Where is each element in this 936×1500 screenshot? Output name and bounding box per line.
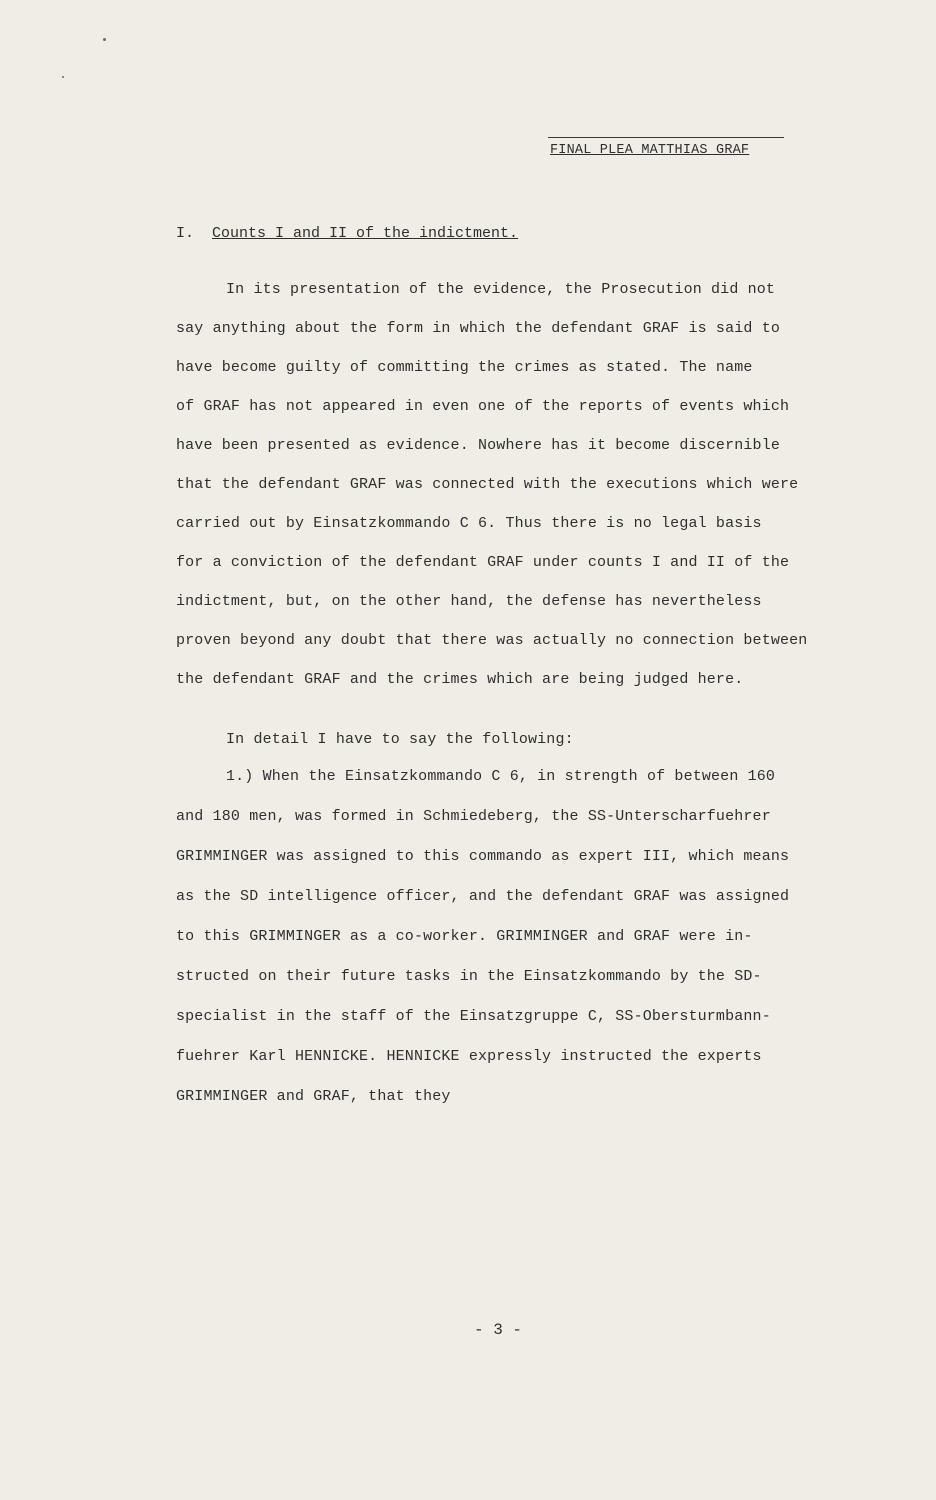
paragraph-line: have become guilty of committing the crimes as stated. The name [176, 359, 753, 376]
paragraph-line: fuehrer Karl HENNICKE. HENNICKE expressly instructed the experts [176, 1048, 762, 1065]
paragraph-line: proven beyond any doubt that there was actually no connection between [176, 632, 808, 649]
section-number: I. [176, 225, 195, 242]
paragraph-line: the defendant GRAF and the crimes which are being judged here. [176, 671, 744, 688]
paragraph-line: indictment, but, on the other hand, the defense has nevertheless [176, 593, 762, 610]
paragraph-line: to this GRIMMINGER as a co-worker. GRIMMINGER and GRAF were in- [176, 928, 753, 945]
paragraph-line: that the defendant GRAF was connected with the executions which were [176, 476, 799, 493]
document-header-title: FINAL PLEA MATTHIAS GRAF [550, 143, 750, 158]
paragraph-line: of GRAF has not appeared in even one of the reports of events which [176, 398, 790, 415]
paragraph-line: carried out by Einsatzkommando C 6. Thus there is no legal basis [176, 515, 762, 532]
paragraph-line: 1.) When the Einsatzkommando C 6, in strength of between 160 [226, 768, 776, 785]
header-rule [548, 137, 784, 138]
section-title: Counts I and II of the indictment. [212, 225, 519, 242]
paper-speck [103, 38, 106, 41]
paragraph-line: as the SD intelligence officer, and the defendant GRAF was assigned [176, 888, 790, 905]
paragraph-line: for a conviction of the defendant GRAF under counts I and II of the [176, 554, 790, 571]
page-number: - 3 - [474, 1321, 523, 1339]
paragraph-line: structed on their future tasks in the Einsatzkommando by the SD- [176, 968, 762, 985]
paper-speck [62, 76, 64, 78]
paragraph-intro: In detail I have to say the following: [226, 731, 574, 748]
paragraph-line: have been presented as evidence. Nowhere has it become discernible [176, 437, 780, 454]
paragraph-line: specialist in the staff of the Einsatzgruppe C, SS-Obersturmbann- [176, 1008, 771, 1025]
paragraph-line: GRIMMINGER and GRAF, that they [176, 1088, 451, 1105]
paragraph-line: say anything about the form in which the defendant GRAF is said to [176, 320, 780, 337]
paragraph-line: and 180 men, was formed in Schmiedeberg, the SS-Unterscharfuehrer [176, 808, 771, 825]
paragraph-line: In its presentation of the evidence, the Prosecution did not [226, 281, 776, 298]
section-heading [176, 225, 518, 242]
paragraph-line: GRIMMINGER was assigned to this commando as expert III, which means [176, 848, 790, 865]
